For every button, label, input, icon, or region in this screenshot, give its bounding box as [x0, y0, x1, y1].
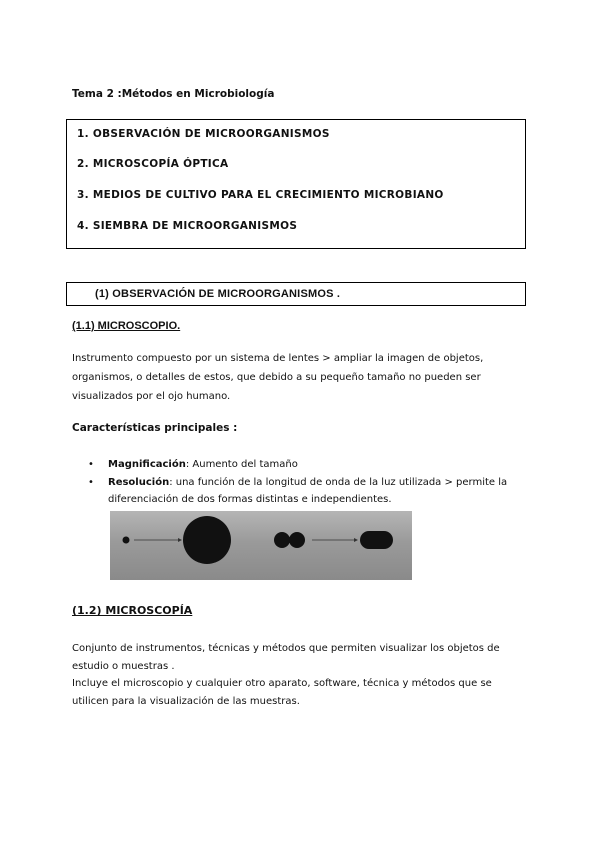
bullet-icon: •: [88, 476, 94, 488]
subheading-microscopio: (1.1) MICROSCOPIO.: [72, 320, 181, 332]
microscopy-paragraph-1: Conjunto de instrumentos, técnicas y métodos que permiten visualizar los objetos de estudio o muestras .: [72, 643, 500, 672]
resolved-shape: [360, 531, 393, 549]
list-item: [88, 456, 508, 474]
diagram-svg: [110, 511, 412, 580]
table-of-contents: [66, 119, 526, 249]
feature-term: Magnificación: [108, 459, 186, 470]
toc-item-2: 2. MICROSCOPÍA ÓPTICA: [77, 158, 229, 170]
features-list: [88, 456, 508, 509]
feature-text: : una función de la longitud de onda de la luz utilizada > permite la diferenciación de dos formas distintas e independientes.: [108, 476, 508, 505]
arrow-head-1: [178, 538, 182, 542]
feature-term: Resolución: [108, 476, 170, 488]
section-heading-box: [66, 282, 526, 306]
arrow-head-2: [354, 538, 358, 542]
small-dot-shape: [123, 537, 130, 544]
features-heading: Características principales :: [72, 422, 238, 434]
microscope-definition: Instrumento compuesto por un sistema de lentes > ampliar la imagen de objetos, organismos, o detalles de estos, que debido a su pequeño tamaño no pueden ser visualizados por el ojo humano.: [72, 353, 484, 402]
magnification-resolution-diagram: [110, 511, 412, 580]
left-overlapping-circle: [274, 532, 290, 548]
page-title: Tema 2 :Métodos en Microbiología: [72, 88, 275, 100]
toc-item-1: 1. OBSERVACIÓN DE MICROORGANISMOS: [77, 128, 330, 140]
bullet-icon: •: [88, 459, 94, 470]
feature-text: : Aumento del tamaño: [185, 459, 298, 470]
right-overlapping-circle: [289, 532, 305, 548]
toc-item-3: 3. MEDIOS DE CULTIVO PARA EL CRECIMIENTO MICROBIANO: [77, 189, 444, 201]
microscopy-definition: [72, 640, 522, 710]
section-heading: (1) OBSERVACIÓN DE MICROORGANISMOS .: [95, 288, 341, 300]
toc-item-4: 4. SIEMBRA DE MICROORGANISMOS: [77, 220, 298, 232]
list-item: [88, 474, 508, 509]
microscopy-paragraph-2: Incluye el microscopio y cualquier otro aparato, software, técnica y métodos que se utilicen para la visualización de las muestras.: [72, 678, 492, 707]
magnified-circle-shape: [183, 516, 231, 564]
subheading-microscopia: (1.2) MICROSCOPÍA: [72, 604, 193, 617]
